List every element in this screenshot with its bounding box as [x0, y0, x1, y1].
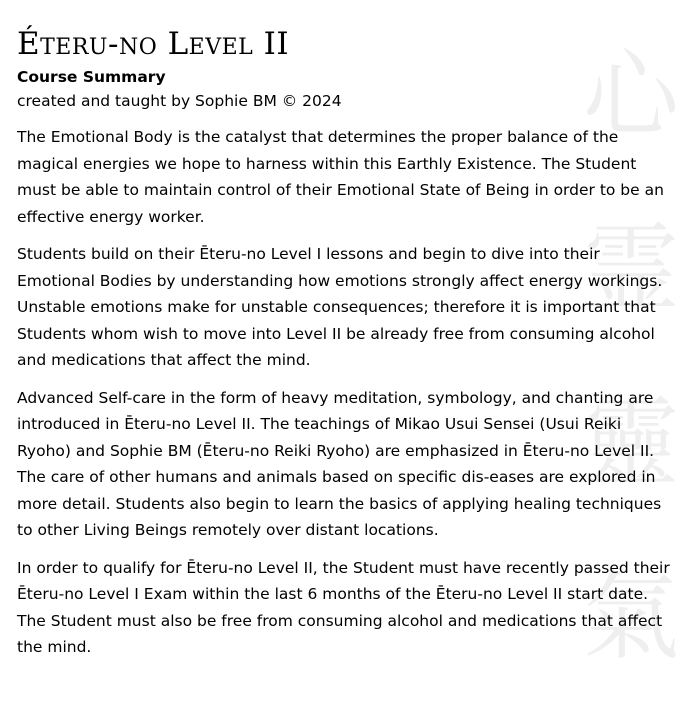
- document-subtitle: Course Summary: [17, 68, 166, 86]
- watermark-glyph-spirit-traditional: 靈: [583, 387, 679, 499]
- paragraph-emotional-body: The Emotional Body is the catalyst that determines the proper balance of the magical energies we hope to harness within this Earthly Existence. The Student must be able to maintain control of their Emotional State of Being in order to be an effective energy worker.: [17, 128, 664, 226]
- watermark-glyph-spirit: 霊: [583, 213, 679, 325]
- paragraph-advanced-self-care: Advanced Self-care in the form of heavy meditation, symbology, and chanting are introduced in Ēteru-no Level II. The teachings of Mikao Usui Sensei (Usui Reiki Ryoho) and Sophie BM (Ēteru-no Reiki Ryoho) are emphasized in Ēteru-no Level II. The care of other humans and animals based on specific dis-eases are explored in more detail. Students also begin to learn the basics of applying healing techniques to other Living Beings remotely over distant locations.: [17, 388, 662, 539]
- watermark-glyph-heart: 心: [583, 39, 679, 151]
- paragraph-qualification: In order to qualify for Ēteru-no Level II, the Student must have recently passed their Ēteru-no Level I Exam within the last 6 months of the Ēteru-no Level II start date. The Student must also be free from consuming alcohol and medications that affect the mind.: [17, 558, 670, 656]
- watermark-glyph-energy: 氣: [583, 561, 679, 673]
- paragraph-students-build: Students build on their Ēteru-no Level I lessons and begin to dive into their Emotional Bodies by understanding how emotions strongly affect energy workings. Unstable emotions make for unstable consequences; therefore it is important that Students whom wish to move into Level II be already free from consuming alcohol and medications that affect the mind.: [17, 245, 663, 369]
- document-title: Éteru-no Level II: [17, 26, 290, 62]
- document-byline: created and taught by Sophie BM © 2024: [17, 92, 342, 110]
